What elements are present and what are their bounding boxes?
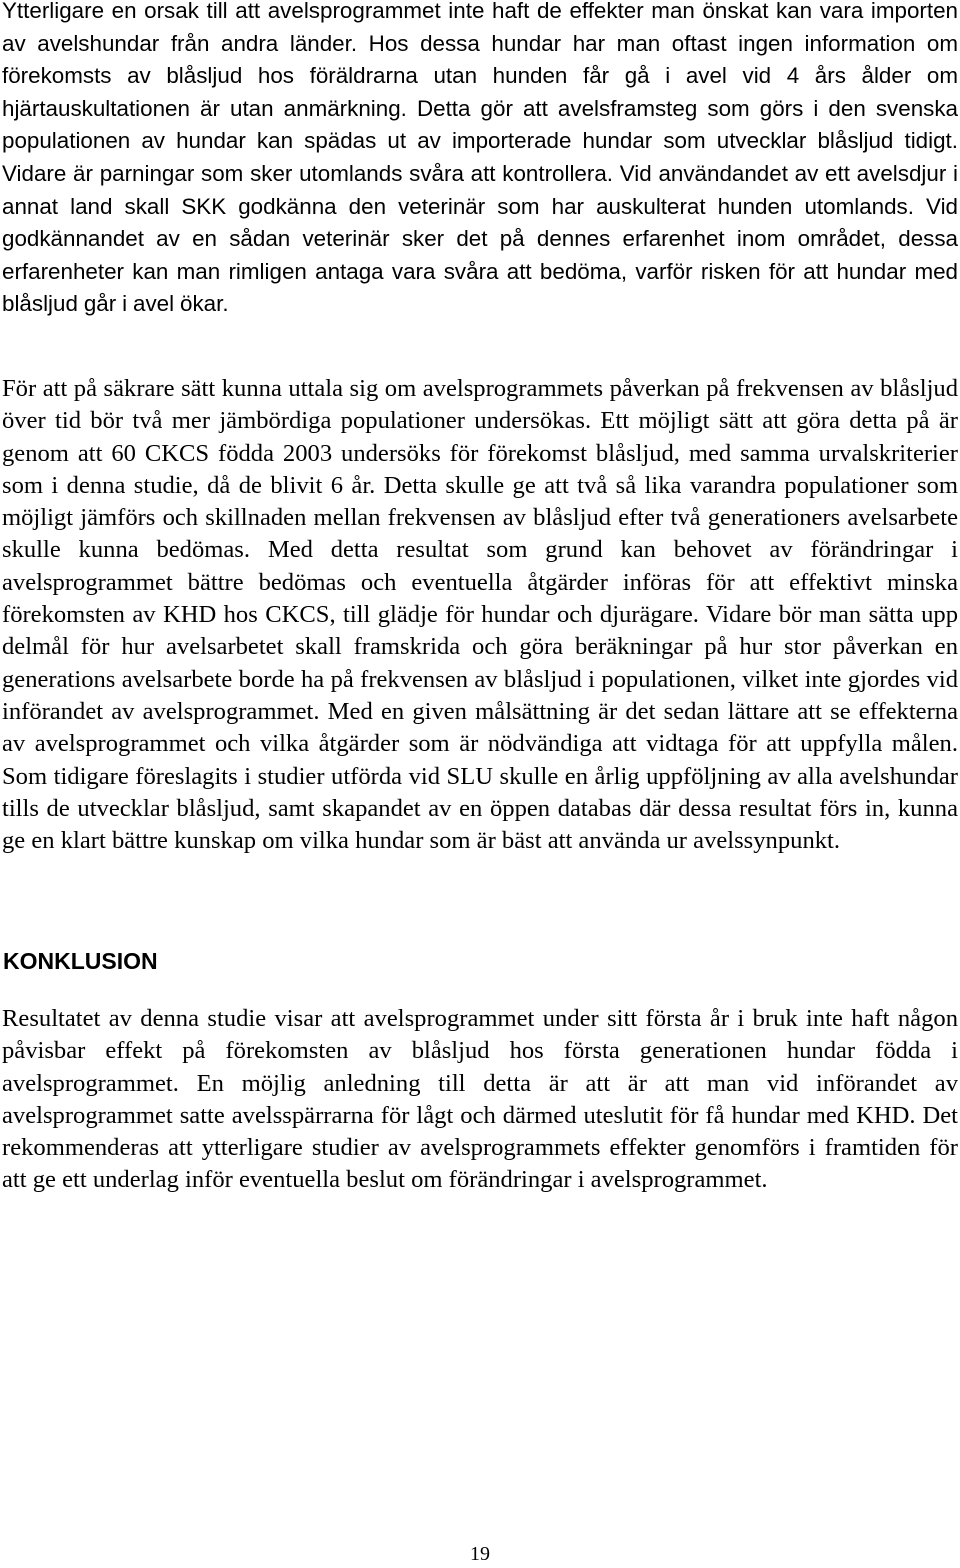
paragraph-conclusion: Resultatet av denna studie visar att avelsprogrammet under sitt första år i bruk inte haft någon påvisbar effekt på förekomsten av blåsljud hos första generationen hundar födda i avelsprogrammet. En möjlig anledning till detta är att är att man vid införandet av avelsprogrammet satte avelsspärrarna för lågt och därmed uteslutit för få hundar med KHD. Det rekommenderas att ytterligare studier av avelsprogrammets effekter genomförs i framtiden för att ge ett underlag inför eventuella beslut om förändringar i avelsprogrammet. [2, 1005, 958, 1194]
section-heading-conclusion: KONKLUSION [3, 948, 158, 974]
paragraph-recommendation: För att på säkrare sätt kunna uttala sig om avelsprogrammets påverkan på frekvensen av blåsljud över tid bör två mer jämbördiga populationer undersökas. Ett möjligt sätt att göra detta på är genom att 60 CKCS födda 2003 undersöks för förekomst blåsljud, med samma urvalskriterier som i denna studie, då de blivit 6 år. Detta skulle ge att två så lika varandra populationer som möjligt jämförs och skillnaden mellan frekvensen av blåsljud efter två generationers avelsarbete skulle kunna bedömas. Med detta resultat som grund kan behovet av förändringar i avelsprogrammet bättre bedömas och eventuella åtgärder införas för att effektivt minska förekomsten av KHD hos CKCS, till glädje för hundar och djurägare. Vidare bör man sätta upp delmål för hur avelsarbetet skall framskrida och göra beräkningar på hur stor påverkan en generations avelsarbete borde ha på frekvensen av blåsljud i populationen, vilket inte gjordes vid införandet av avelsprogrammet. Med en given målsättning är det sedan lättare att se effekterna av avelsprogrammet och vilka åtgärder som är nödvändiga att vidtaga för att uppfylla målen. Som tidigare föreslagits i studier utförda vid SLU skulle en årlig uppföljning av alla avelshundar tills de utvecklar blåsljud, samt skapandet av en öppen databas där dessa resultat förs in, kunna ge en klart bättre kunskap om vilka hundar som är bäst att använda ur avelssynpunkt. [2, 375, 958, 855]
paragraph-import-dogs: Ytterligare en orsak till att avelsprogrammet inte haft de effekter man önskat kan vara importen av avelshundar från andra länder. Hos dessa hundar har man oftast ingen information om förekomsts av blåsljud hos föräldrarna utan hunden får gå i avel vid 4 års ålder om hjärtauskultationen är utan anmärkning. Detta gör att avelsframsteg som görs i den svenska populationen av hundar kan spädas ut av importerade hundar som utvecklar blåsljud tidigt. Vidare är parningar som sker utomlands svåra att kontrollera. Vid användandet av ett avelsdjur i annat land skall SKK godkänna den veterinär som har auskulterat hunden utomlands. Vid godkännandet av en sådan veterinär sker det på dennes erfarenhet inom området, dessa erfarenheter kan man rimligen antaga vara svåra att bedöma, varför risken för att hundar med blåsljud går i avel ökar. [2, 0, 958, 317]
page-number: 19 [470, 1543, 490, 1565]
